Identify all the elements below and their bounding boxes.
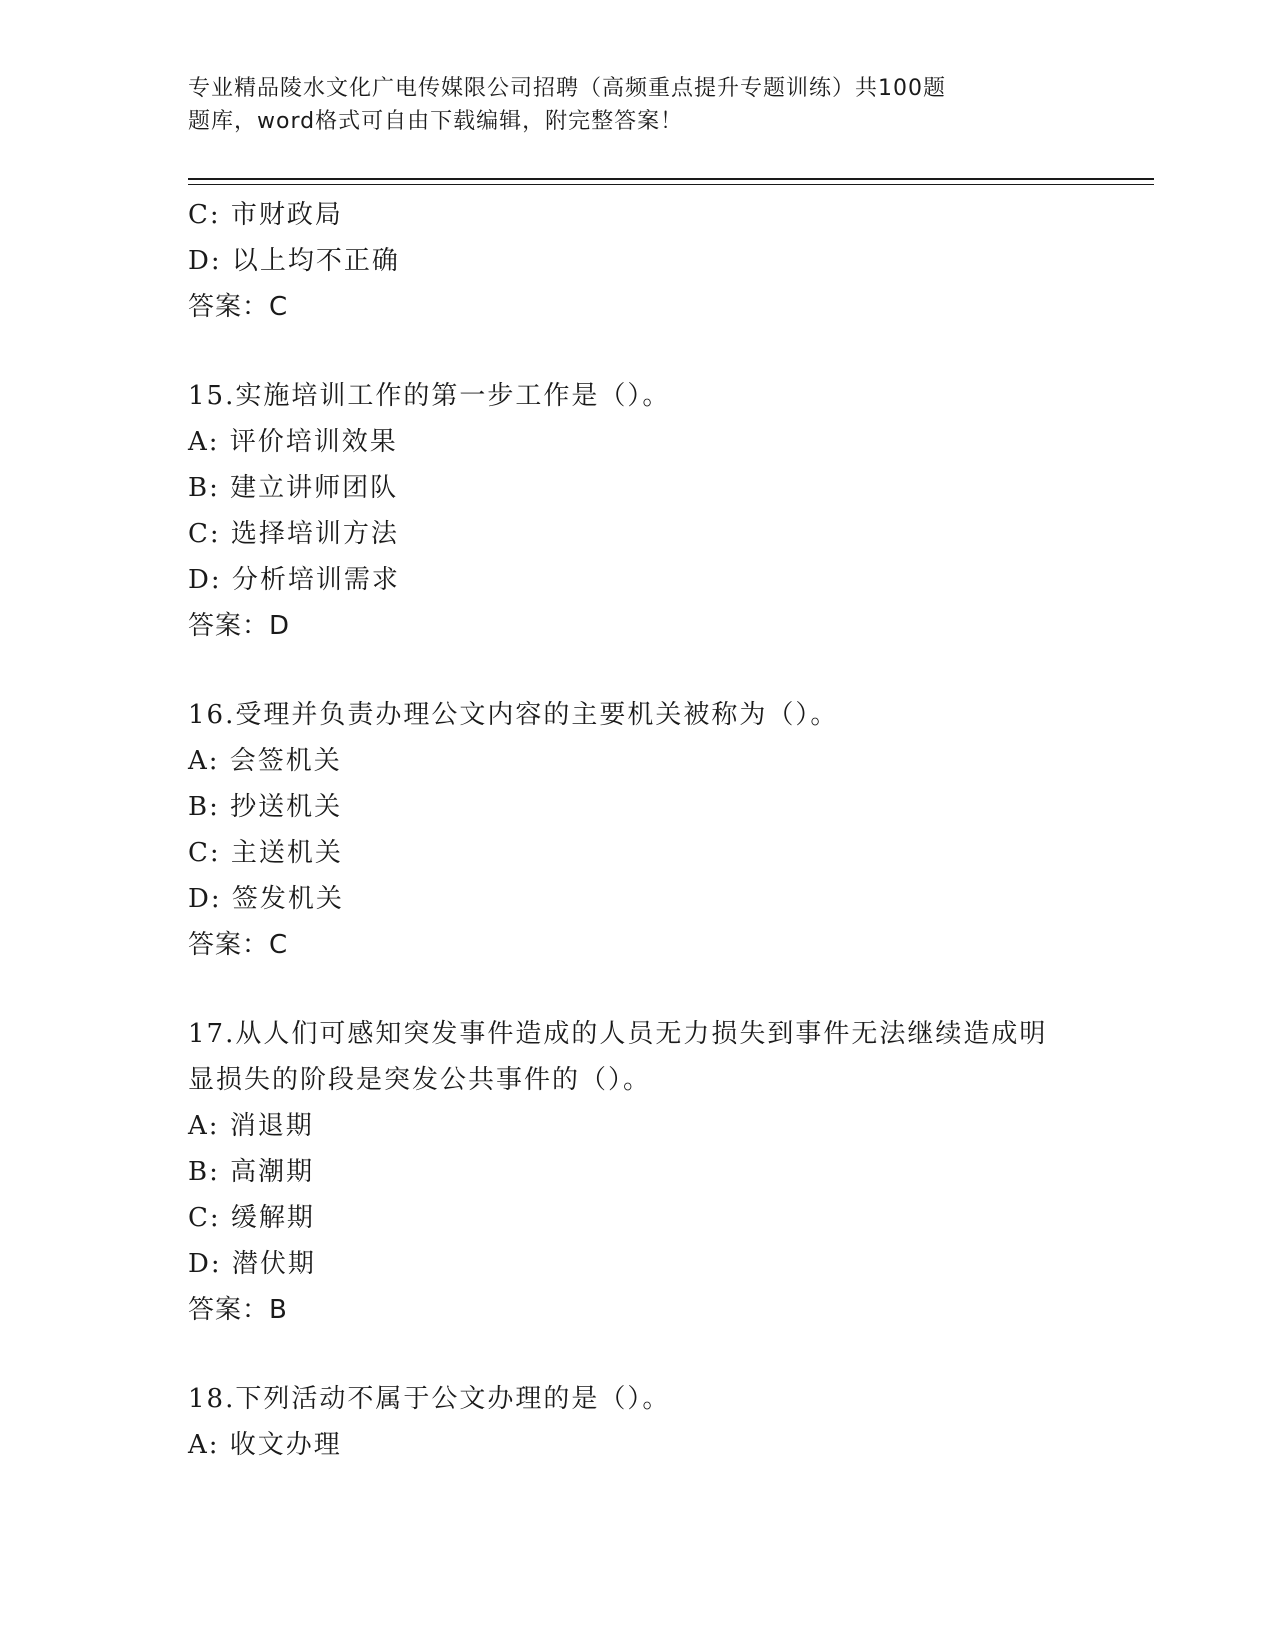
option-b: B: 建立讲师团队 bbox=[188, 473, 399, 503]
option-b: B: 高潮期 bbox=[188, 1157, 315, 1187]
question-stem-line-1: 17.从人们可感知突发事件造成的人员无力损失到事件无法继续造成明 bbox=[188, 1019, 1048, 1049]
answer-line: 答案：C bbox=[188, 292, 289, 322]
header-divider-thick bbox=[188, 178, 1154, 180]
answer-line: 答案：B bbox=[188, 1295, 288, 1325]
option-c: C: 市财政局 bbox=[188, 200, 343, 230]
header-title-line-2: 题库，word格式可自由下载编辑，附完整答案！ bbox=[188, 109, 684, 134]
option-a: A: 消退期 bbox=[188, 1111, 314, 1141]
option-a: A: 收文办理 bbox=[188, 1430, 342, 1460]
option-a: A: 评价培训效果 bbox=[188, 427, 398, 457]
question-18 bbox=[188, 1376, 1088, 1468]
option-b: B: 抄送机关 bbox=[188, 792, 343, 822]
question-stem: 18.下列活动不属于公文办理的是（）。 bbox=[188, 1384, 671, 1414]
answer-line: 答案：D bbox=[188, 611, 291, 641]
option-d: D: 以上均不正确 bbox=[188, 246, 400, 276]
document-header bbox=[188, 72, 1088, 138]
option-c: C: 选择培训方法 bbox=[188, 519, 399, 549]
continued-question-block bbox=[188, 192, 1088, 330]
option-c: C: 主送机关 bbox=[188, 838, 343, 868]
question-15 bbox=[188, 373, 1088, 649]
option-a: A: 会签机关 bbox=[188, 746, 342, 776]
question-17 bbox=[188, 1011, 1088, 1333]
question-16 bbox=[188, 692, 1088, 968]
question-stem: 15.实施培训工作的第一步工作是（）。 bbox=[188, 381, 671, 411]
question-stem: 16.受理并负责办理公文内容的主要机关被称为（）。 bbox=[188, 700, 839, 730]
header-divider-thin bbox=[188, 184, 1154, 185]
header-title-line-1: 专业精品陵水文化广电传媒限公司招聘（高频重点提升专题训练）共100题 bbox=[188, 76, 946, 101]
option-d: D: 潜伏期 bbox=[188, 1249, 316, 1279]
option-d: D: 分析培训需求 bbox=[188, 565, 400, 595]
question-list bbox=[188, 192, 1088, 1468]
option-c: C: 缓解期 bbox=[188, 1203, 315, 1233]
answer-line: 答案：C bbox=[188, 930, 289, 960]
option-d: D: 签发机关 bbox=[188, 884, 344, 914]
question-stem-line-2: 显损失的阶段是突发公共事件的（）。 bbox=[188, 1065, 652, 1095]
